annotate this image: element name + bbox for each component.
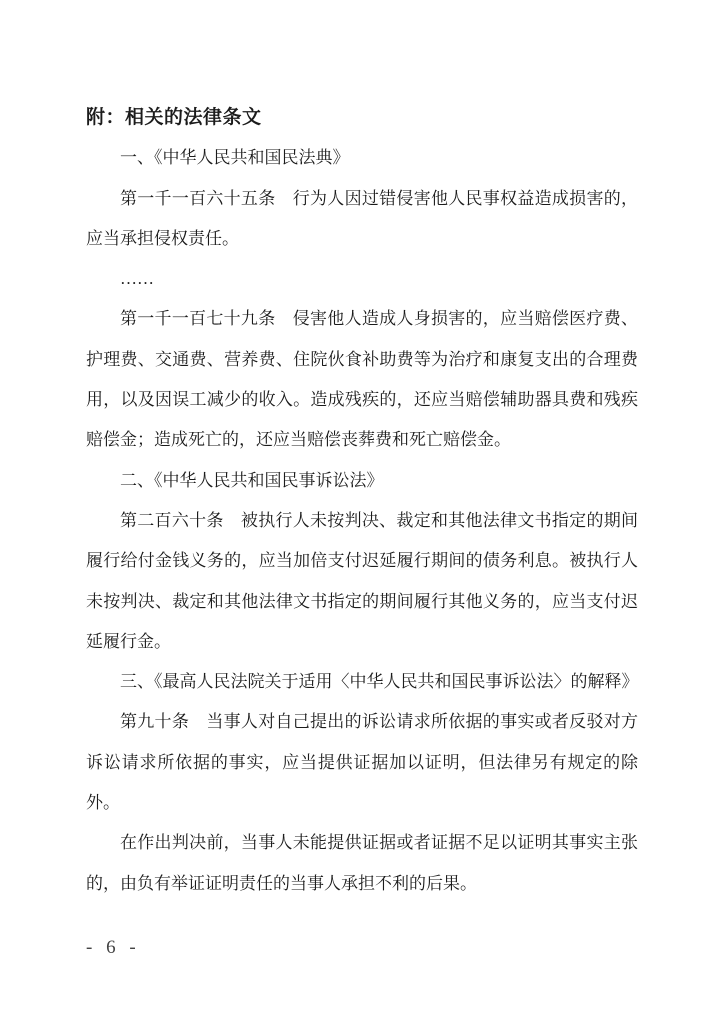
legal-text-body	[0, 138, 724, 904]
section-title: 二、《中华人民共和国民事诉讼法》	[120, 470, 384, 490]
body-paragraph: 第一千一百六十五条 行为人因过错侵害他人民事权益造成损害的，应当承担侵权责任。	[86, 188, 638, 248]
body-paragraph: 在作出判决前，当事人未能提供证据或者证据不足以证明其事实主张的，由负有举证证明责任的当事人承担不利的后果。	[86, 833, 638, 893]
section-title: 三、《最高人民法院关于适用〈中华人民共和国民事诉讼法〉的解释》	[120, 672, 639, 692]
page-number: - 6 -	[86, 937, 136, 958]
attachment-heading: 附：相关的法律条文	[86, 107, 262, 128]
body-paragraph: ……	[120, 269, 154, 289]
body-paragraph: 第二百六十条 被执行人未按判决、裁定和其他法律文书指定的期间履行给付金钱义务的，应当加倍支付迟延履行期间的债务利息。被执行人未按判决、裁定和其他法律文书指定的期间履行其他义务的，应当支付迟延履行金。	[86, 510, 638, 651]
body-paragraph: 第一千一百七十九条 侵害他人造成人身损害的，应当赔偿医疗费、护理费、交通费、营养费、住院伙食补助费等为治疗和康复支出的合理费用，以及因误工减少的收入。造成残疾的，还应当赔偿辅助器具费和残疾赔偿金；造成死亡的，还应当赔偿丧葬费和死亡赔偿金。	[86, 309, 638, 450]
section-title: 一、《中华人民共和国民法典》	[120, 148, 350, 168]
body-paragraph: 第九十条 当事人对自己提出的诉讼请求所依据的事实或者反驳对方诉讼请求所依据的事实，应当提供证据加以证明，但法律另有规定的除外。	[86, 712, 638, 813]
